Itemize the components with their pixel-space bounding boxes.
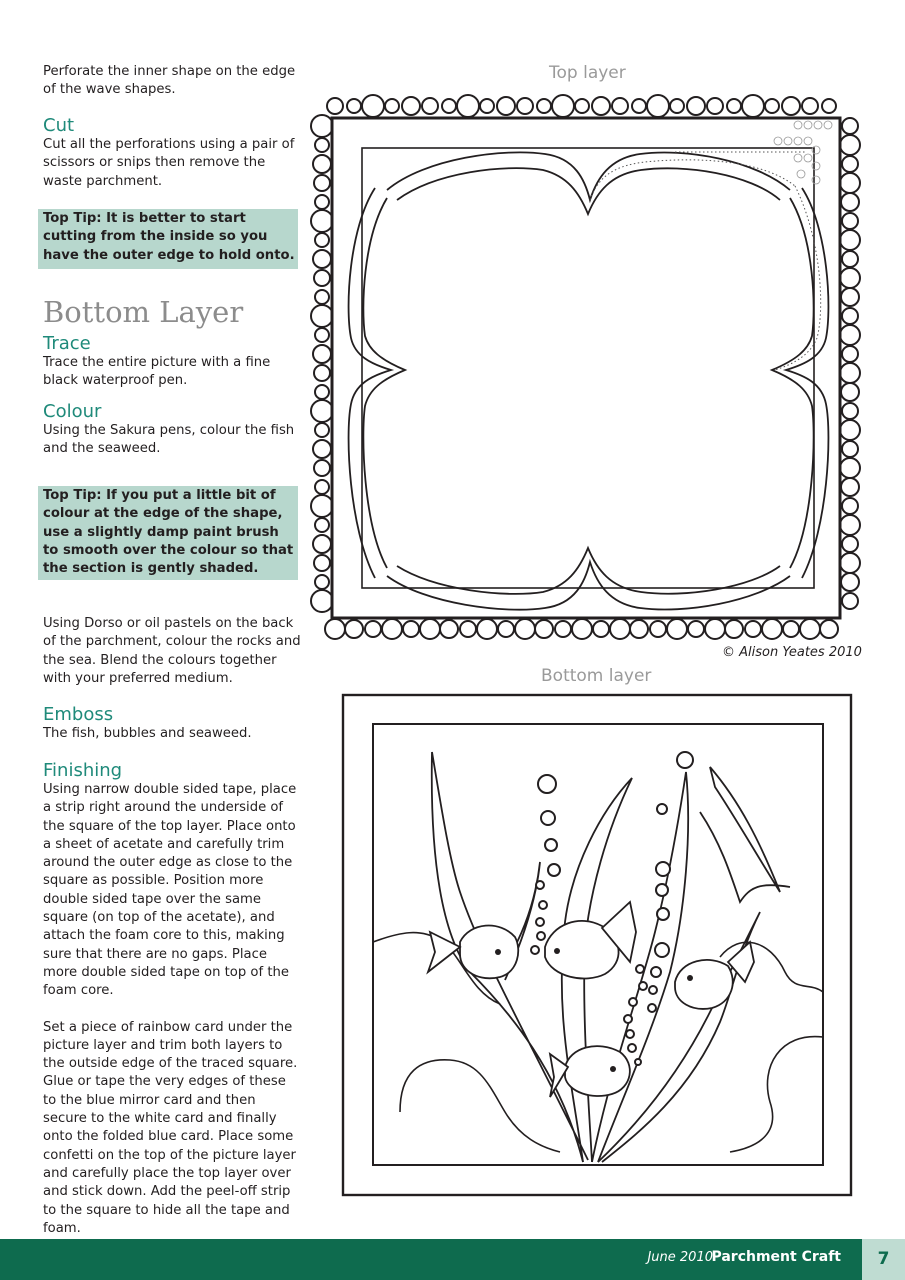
border-bubble	[442, 99, 456, 113]
border-bubble	[315, 138, 329, 152]
top-tip-box-2	[38, 486, 298, 580]
border-bubble	[842, 118, 858, 134]
border-bubble	[420, 619, 440, 639]
border-bubble	[311, 115, 333, 137]
border-bubble	[313, 535, 331, 553]
footer-page-number: 7	[862, 1239, 905, 1280]
border-bubble	[552, 95, 574, 117]
finishing-paragraph-2: Set a piece of rainbow card under the picture layer and trim both layers to the outside edge of the traced square. Glue or tape the very edges of these to the blue mirror card and then secure to the white card and finally onto the folded blue card. Place some confetti on the top of the picture layer and carefully place the top layer over and stick down. Add the peel-off strip to the square to hide all the tape and foam.	[43, 1019, 298, 1236]
top-tip-2-text: Top Tip: If you put a little bit of colour at the edge of the shape, use a slightly damp paint brush to smooth over the colour so that the section is gently shaded.	[43, 488, 294, 577]
border-bubble	[727, 99, 741, 113]
pastels-text-block	[43, 615, 301, 688]
border-bubble	[314, 555, 330, 571]
border-bubble	[687, 97, 705, 115]
border-bubble	[842, 251, 858, 267]
border-bubble	[315, 518, 329, 532]
border-bubble	[592, 97, 610, 115]
footer-issue-date: June 2010	[647, 1250, 713, 1265]
finishing-section	[43, 761, 301, 1238]
emboss-section	[43, 705, 301, 743]
border-bubble	[498, 621, 514, 637]
border-bubble	[314, 460, 330, 476]
border-bubble	[313, 345, 331, 363]
border-bubble	[765, 99, 779, 113]
border-bubble	[840, 363, 860, 383]
border-bubble	[842, 156, 858, 172]
border-bubble	[515, 619, 535, 639]
border-bubble	[314, 175, 330, 191]
border-bubble	[422, 98, 438, 114]
border-bubble	[314, 270, 330, 286]
border-bubble	[802, 98, 818, 114]
pastels-paragraph: Using Dorso or oil pastels on the back of the parchment, colour the rocks and the sea. Blend the colours together with your preferred medium.	[43, 616, 301, 686]
border-bubble	[670, 99, 684, 113]
border-bubble	[315, 575, 329, 589]
border-bubble	[842, 536, 858, 552]
border-bubble	[840, 553, 860, 573]
border-bubble	[517, 98, 533, 114]
border-bubble	[460, 621, 476, 637]
border-bubble	[362, 95, 384, 117]
top-tip-1-text: Top Tip: It is better to start cutting from the inside so you have the outer edge to hold onto.	[43, 211, 295, 263]
border-bubble	[497, 97, 515, 115]
border-bubble	[783, 621, 799, 637]
border-bubble	[315, 423, 329, 437]
border-bubble	[612, 98, 628, 114]
border-bubble	[842, 441, 858, 457]
border-bubble	[632, 99, 646, 113]
border-bubble	[707, 98, 723, 114]
border-bubble	[477, 619, 497, 639]
border-bubble	[841, 383, 859, 401]
border-bubble	[840, 230, 860, 250]
border-bubble	[315, 195, 329, 209]
bottom-layer-caption: Bottom layer	[541, 666, 652, 686]
colour-paragraph: Using the Sakura pens, colour the fish and the seaweed.	[43, 422, 295, 456]
top-layer-illustration	[305, 88, 870, 648]
border-bubble	[840, 173, 860, 193]
border-bubble	[840, 515, 860, 535]
border-bubble	[537, 99, 551, 113]
border-bubble	[742, 95, 764, 117]
border-bubble	[842, 308, 858, 324]
border-bubble	[313, 250, 331, 268]
cut-paragraph: Cut all the perforations using a pair of scissors or snips then remove the waste parchment.	[43, 137, 295, 189]
intro-paragraph: Perforate the inner shape on the edge of the wave shapes.	[43, 64, 296, 98]
border-bubble	[822, 99, 836, 113]
border-bubble	[345, 620, 363, 638]
bottom-layer-illustration	[340, 692, 855, 1198]
border-bubble	[313, 155, 331, 173]
page-footer	[0, 1239, 905, 1280]
border-bubble	[315, 480, 329, 494]
border-bubble	[457, 95, 479, 117]
copyright-credit: © Alison Yeates 2010	[722, 645, 862, 660]
border-bubble	[347, 99, 361, 113]
border-bubble	[311, 590, 333, 612]
border-bubble	[630, 620, 648, 638]
colour-heading: Colour	[43, 400, 102, 422]
border-bubble	[311, 400, 333, 422]
footer-magazine-title: Parchment Craft	[711, 1249, 841, 1265]
border-bubble	[311, 495, 333, 517]
finishing-heading: Finishing	[43, 760, 123, 781]
border-bubble	[314, 365, 330, 381]
border-bubble	[840, 420, 860, 440]
border-bubble	[725, 620, 743, 638]
border-bubble	[840, 268, 860, 288]
border-bubble	[315, 290, 329, 304]
border-bubble	[327, 98, 343, 114]
border-bubble	[842, 213, 858, 229]
border-bubble	[403, 621, 419, 637]
border-bubble	[385, 99, 399, 113]
emboss-paragraph: The fish, bubbles and seaweed.	[43, 726, 252, 741]
trace-paragraph: Trace the entire picture with a fine black waterproof pen.	[43, 355, 271, 389]
border-bubble	[762, 619, 782, 639]
bottom-layer-section	[43, 295, 301, 458]
border-bubble	[555, 621, 571, 637]
top-tip-box-1	[38, 209, 298, 269]
border-bubble	[842, 498, 858, 514]
border-bubble	[820, 620, 838, 638]
trace-heading: Trace	[43, 333, 91, 354]
border-bubble	[840, 325, 860, 345]
border-bubble	[667, 619, 687, 639]
border-bubble	[782, 97, 800, 115]
border-bubble	[382, 619, 402, 639]
border-bubble	[402, 97, 420, 115]
border-bubble	[313, 440, 331, 458]
border-bubble	[365, 621, 381, 637]
intro-text-block	[43, 63, 301, 100]
border-bubble	[841, 573, 859, 591]
border-bubble	[315, 233, 329, 247]
border-bubble	[311, 210, 333, 232]
border-bubble	[650, 621, 666, 637]
border-bubble	[610, 619, 630, 639]
border-bubble	[840, 458, 860, 478]
border-bubble	[841, 478, 859, 496]
cut-heading: Cut	[43, 115, 75, 136]
finishing-paragraph-1: Using narrow double sided tape, place a strip right around the underside of the square of the top layer. Place onto a sheet of acetate and carefully trim around the outer edge as close to the square as possible. Position more double sided tape over the same square (on top of the acetate), and attach the foam core to this, making sure that there are no gaps. Place more double sided tape on top of the foam core.	[43, 782, 297, 999]
border-bubble	[840, 135, 860, 155]
border-bubble	[842, 346, 858, 362]
border-bubble	[705, 619, 725, 639]
border-bubble	[575, 99, 589, 113]
border-bubble	[842, 403, 858, 419]
border-bubble	[535, 620, 553, 638]
top-layer-caption: Top layer	[549, 63, 626, 83]
border-bubble	[593, 621, 609, 637]
border-bubble	[842, 593, 858, 609]
border-bubble	[315, 328, 329, 342]
border-bubble	[440, 620, 458, 638]
border-bubble	[572, 619, 592, 639]
border-bubble	[745, 621, 761, 637]
border-bubble	[647, 95, 669, 117]
border-bubble	[315, 385, 329, 399]
border-bubble	[480, 99, 494, 113]
cut-section	[43, 116, 301, 191]
border-bubble	[841, 193, 859, 211]
border-bubble	[325, 619, 345, 639]
border-bubble	[841, 288, 859, 306]
emboss-heading: Emboss	[43, 704, 114, 725]
border-bubble	[688, 621, 704, 637]
border-bubble	[800, 619, 820, 639]
bottom-layer-title: Bottom Layer	[43, 295, 244, 329]
border-bubble	[311, 305, 333, 327]
